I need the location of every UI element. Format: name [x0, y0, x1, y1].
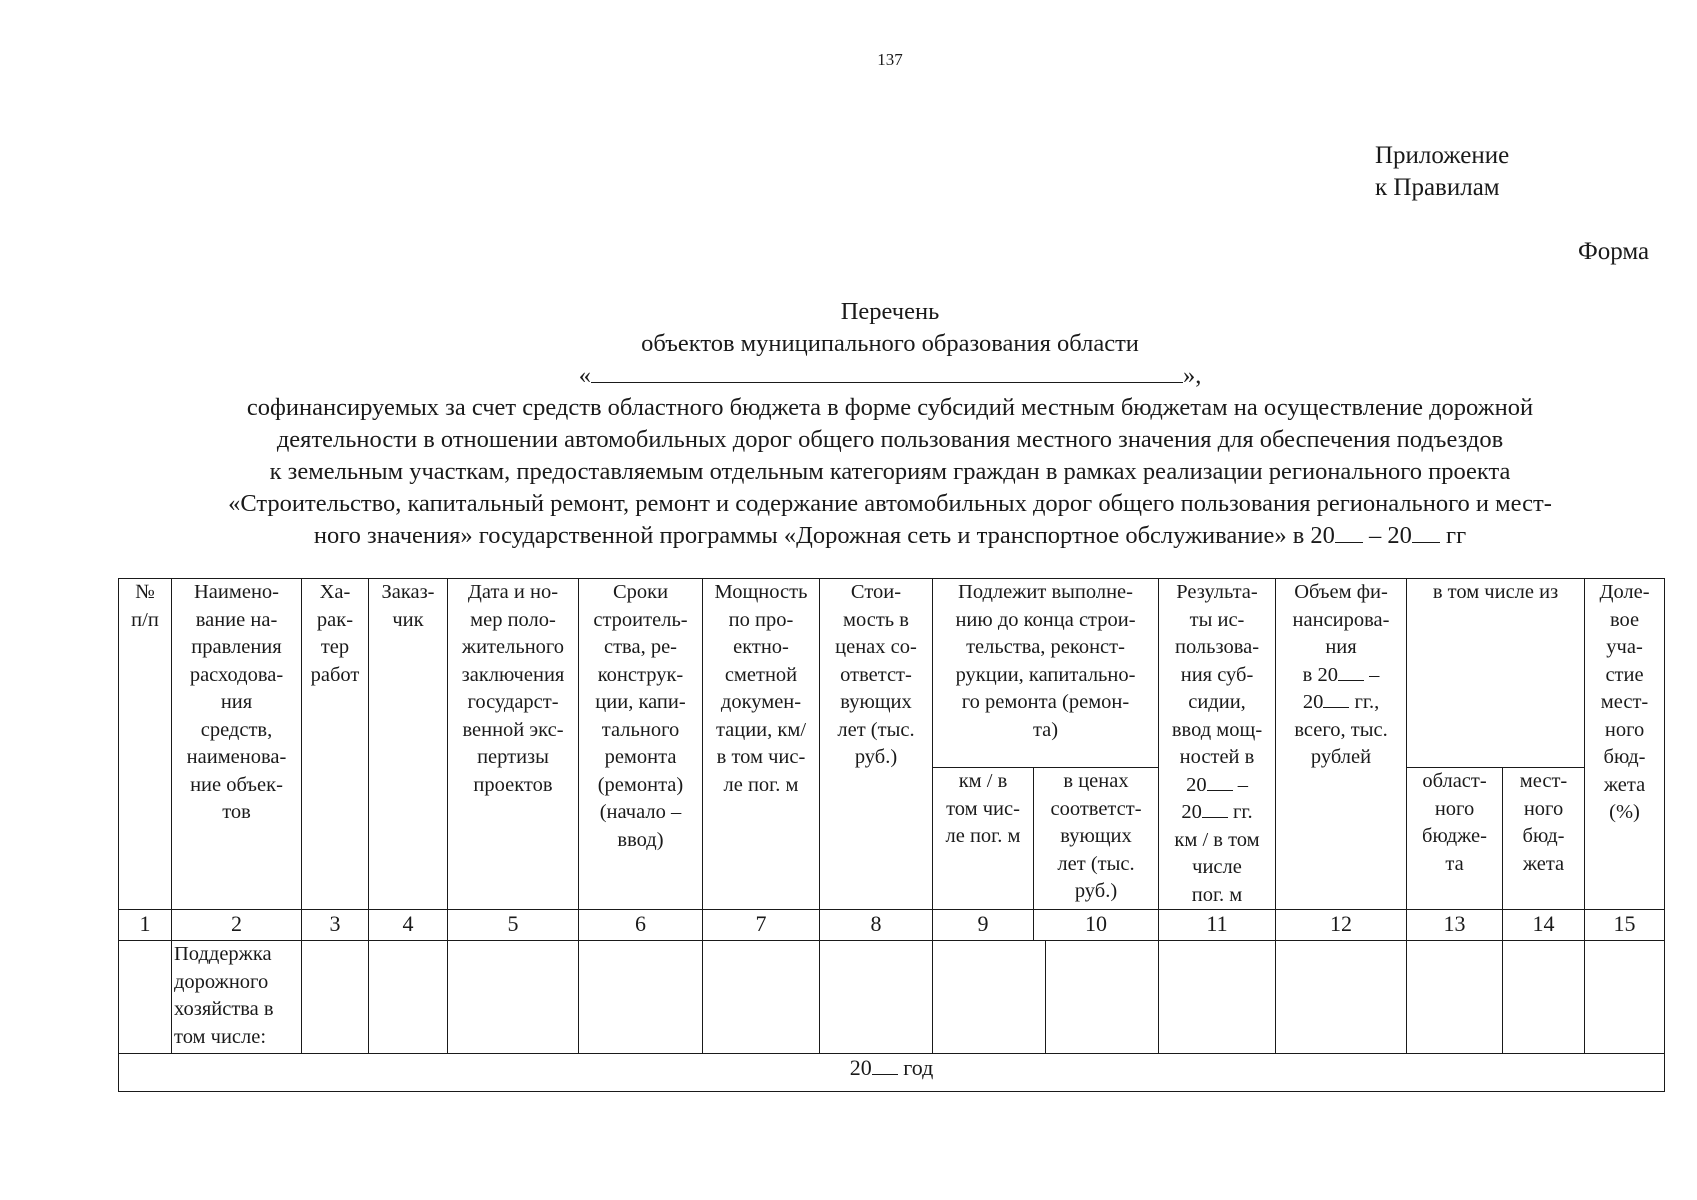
table-cell [1585, 941, 1665, 1054]
table-cell [703, 941, 820, 1054]
col-number: 2 [172, 910, 302, 941]
objects-table [118, 578, 1665, 1092]
split-left [933, 941, 1046, 1053]
year-row [119, 1054, 1665, 1092]
title-line-7-b: – 20 [1362, 522, 1412, 549]
col-number: 10 [1034, 910, 1159, 941]
header-prices: в ценах соответст- вующих лет (тыс. руб.) [1034, 768, 1159, 910]
header-financing-c: гг., всего, тыс. рублей [1294, 691, 1388, 768]
year-row-prefix: 20 [849, 1055, 872, 1080]
header-local-budget: мест- ного бюд- жета [1503, 768, 1585, 910]
year-blank [1207, 772, 1233, 791]
header-share: Доле- вое уча- стие мест- ного бюд- жета (%) [1585, 579, 1665, 910]
year-blank [1338, 662, 1364, 681]
page-number: 137 [877, 50, 903, 69]
header-remaining: Подлежит выполне- нию до конца строи- тельства, реконст- рукции, капитально- го ремонта (ремон- та) [933, 579, 1159, 768]
year-row-suffix: год [897, 1055, 934, 1080]
header-financing-b: – 20 [1302, 663, 1380, 713]
header-expertise: Дата и но- мер поло- жительного заключения государст- венной экс- пертизы проектов [448, 579, 579, 910]
col-number: 12 [1276, 910, 1407, 941]
header-cost: Стои- мость в ценах со- ответст- вующих лет (тыс. руб.) [820, 579, 933, 910]
col-number: 9 [933, 910, 1034, 941]
document-title [110, 296, 1670, 552]
header-name: Наимено- вание на- правления расходова- ния средств, наименова- ние объек- тов [172, 579, 302, 910]
year-blank [1202, 799, 1228, 818]
header-km: км / в том чис- ле пог. м [933, 768, 1034, 910]
road-support-cell: Поддержка дорожного хозяйства в том числе: [172, 941, 302, 1054]
table-cell [1159, 941, 1276, 1054]
appendix-line-2: к Правилам [1375, 174, 1500, 201]
split-right [1046, 941, 1158, 1053]
header-financing [1276, 579, 1407, 910]
title-line-7 [110, 520, 1670, 552]
title-line-2: объектов муниципального образования области [641, 330, 1139, 357]
year-blank [1323, 689, 1349, 708]
title-line-3: софинансируемых за счет средств областного бюджета в форме субсидий местным бюджетам на осуществление дорожной [246, 394, 1534, 421]
quote-open: « [578, 362, 591, 389]
appendix-line-1: Приложение [1375, 142, 1510, 169]
col-number: 13 [1407, 910, 1503, 941]
col-number: 15 [1585, 910, 1665, 941]
header-num: № п/п [119, 579, 172, 910]
table-cell [1503, 941, 1585, 1054]
col-number: 1 [119, 910, 172, 941]
header-customer: Заказ- чик [369, 579, 448, 910]
header-including: в том числе из [1407, 579, 1585, 768]
header-results-c: гг. км / в том числе пог. м [1174, 801, 1260, 906]
col-number: 11 [1159, 910, 1276, 941]
title-line-4: деятельности в отношении автомобильных дорог общего пользования местного значения для обеспечения подъездов [276, 426, 1504, 453]
title-line-5: к земельным участкам, предоставляемым отдельным категориям граждан в рамках реализации регионального проекта [269, 458, 1511, 485]
col-number: 14 [1503, 910, 1585, 941]
col-number: 7 [703, 910, 820, 941]
table-cell [302, 941, 369, 1054]
col-number: 6 [579, 910, 703, 941]
col-number: 8 [820, 910, 933, 941]
municipality-blank [110, 360, 1670, 392]
table-cell [1407, 941, 1503, 1054]
table-cell [579, 941, 703, 1054]
table-cell [1276, 941, 1407, 1054]
year-blank-from [1335, 522, 1363, 543]
table-cell-split [933, 941, 1159, 1054]
year-blank [872, 1056, 898, 1075]
table-cell [369, 941, 448, 1054]
title-line-6: «Строительство, капитальный ремонт, ремонт и содержание автомобильных дорог общего пользования регионального и мест- [228, 490, 1552, 517]
table-cell [820, 941, 933, 1054]
title-heading: Перечень [840, 298, 940, 325]
title-line-7-c: гг [1439, 522, 1467, 549]
col-number: 5 [448, 910, 579, 941]
header-results-b: – 20 [1181, 773, 1248, 823]
table-cell [119, 941, 172, 1054]
header-regional-budget: област- ного бюдже- та [1407, 768, 1503, 910]
table-cell [448, 941, 579, 1054]
header-results [1159, 579, 1276, 910]
col-number: 4 [369, 910, 448, 941]
col-number: 3 [302, 910, 369, 941]
header-terms: Сроки строитель- ства, ре- конструк- ции, капи- тального ремонта (ремонта) (начало – ввод) [579, 579, 703, 910]
appendix-note [1375, 140, 1509, 204]
header-results-a: Результа- ты ис- пользова- ния суб- сидии, ввод мощ- ностей в 20 [1171, 581, 1263, 796]
form-label: Форма [1578, 238, 1650, 265]
table-row [119, 941, 1665, 1054]
title-line-7-a: ного значения» государственной программы «Дорожная сеть и транспортное обслуживание» в 20 [313, 522, 1335, 549]
year-blank-to [1412, 522, 1440, 543]
header-work-type: Ха- рак- тер работ [302, 579, 369, 910]
municipality-fill-line [591, 360, 1183, 383]
header-row-1 [119, 579, 1665, 768]
year-cell [119, 1054, 1665, 1092]
quote-close: », [1182, 362, 1202, 389]
header-financing-a: Объем фи- нансирова- ния в 20 [1292, 581, 1390, 686]
column-numbers-row [119, 910, 1665, 941]
split-cell [933, 941, 1158, 1053]
header-capacity: Мощность по про- ектно- сметной докумен- тации, км/ в том чис- ле пог. м [703, 579, 820, 910]
